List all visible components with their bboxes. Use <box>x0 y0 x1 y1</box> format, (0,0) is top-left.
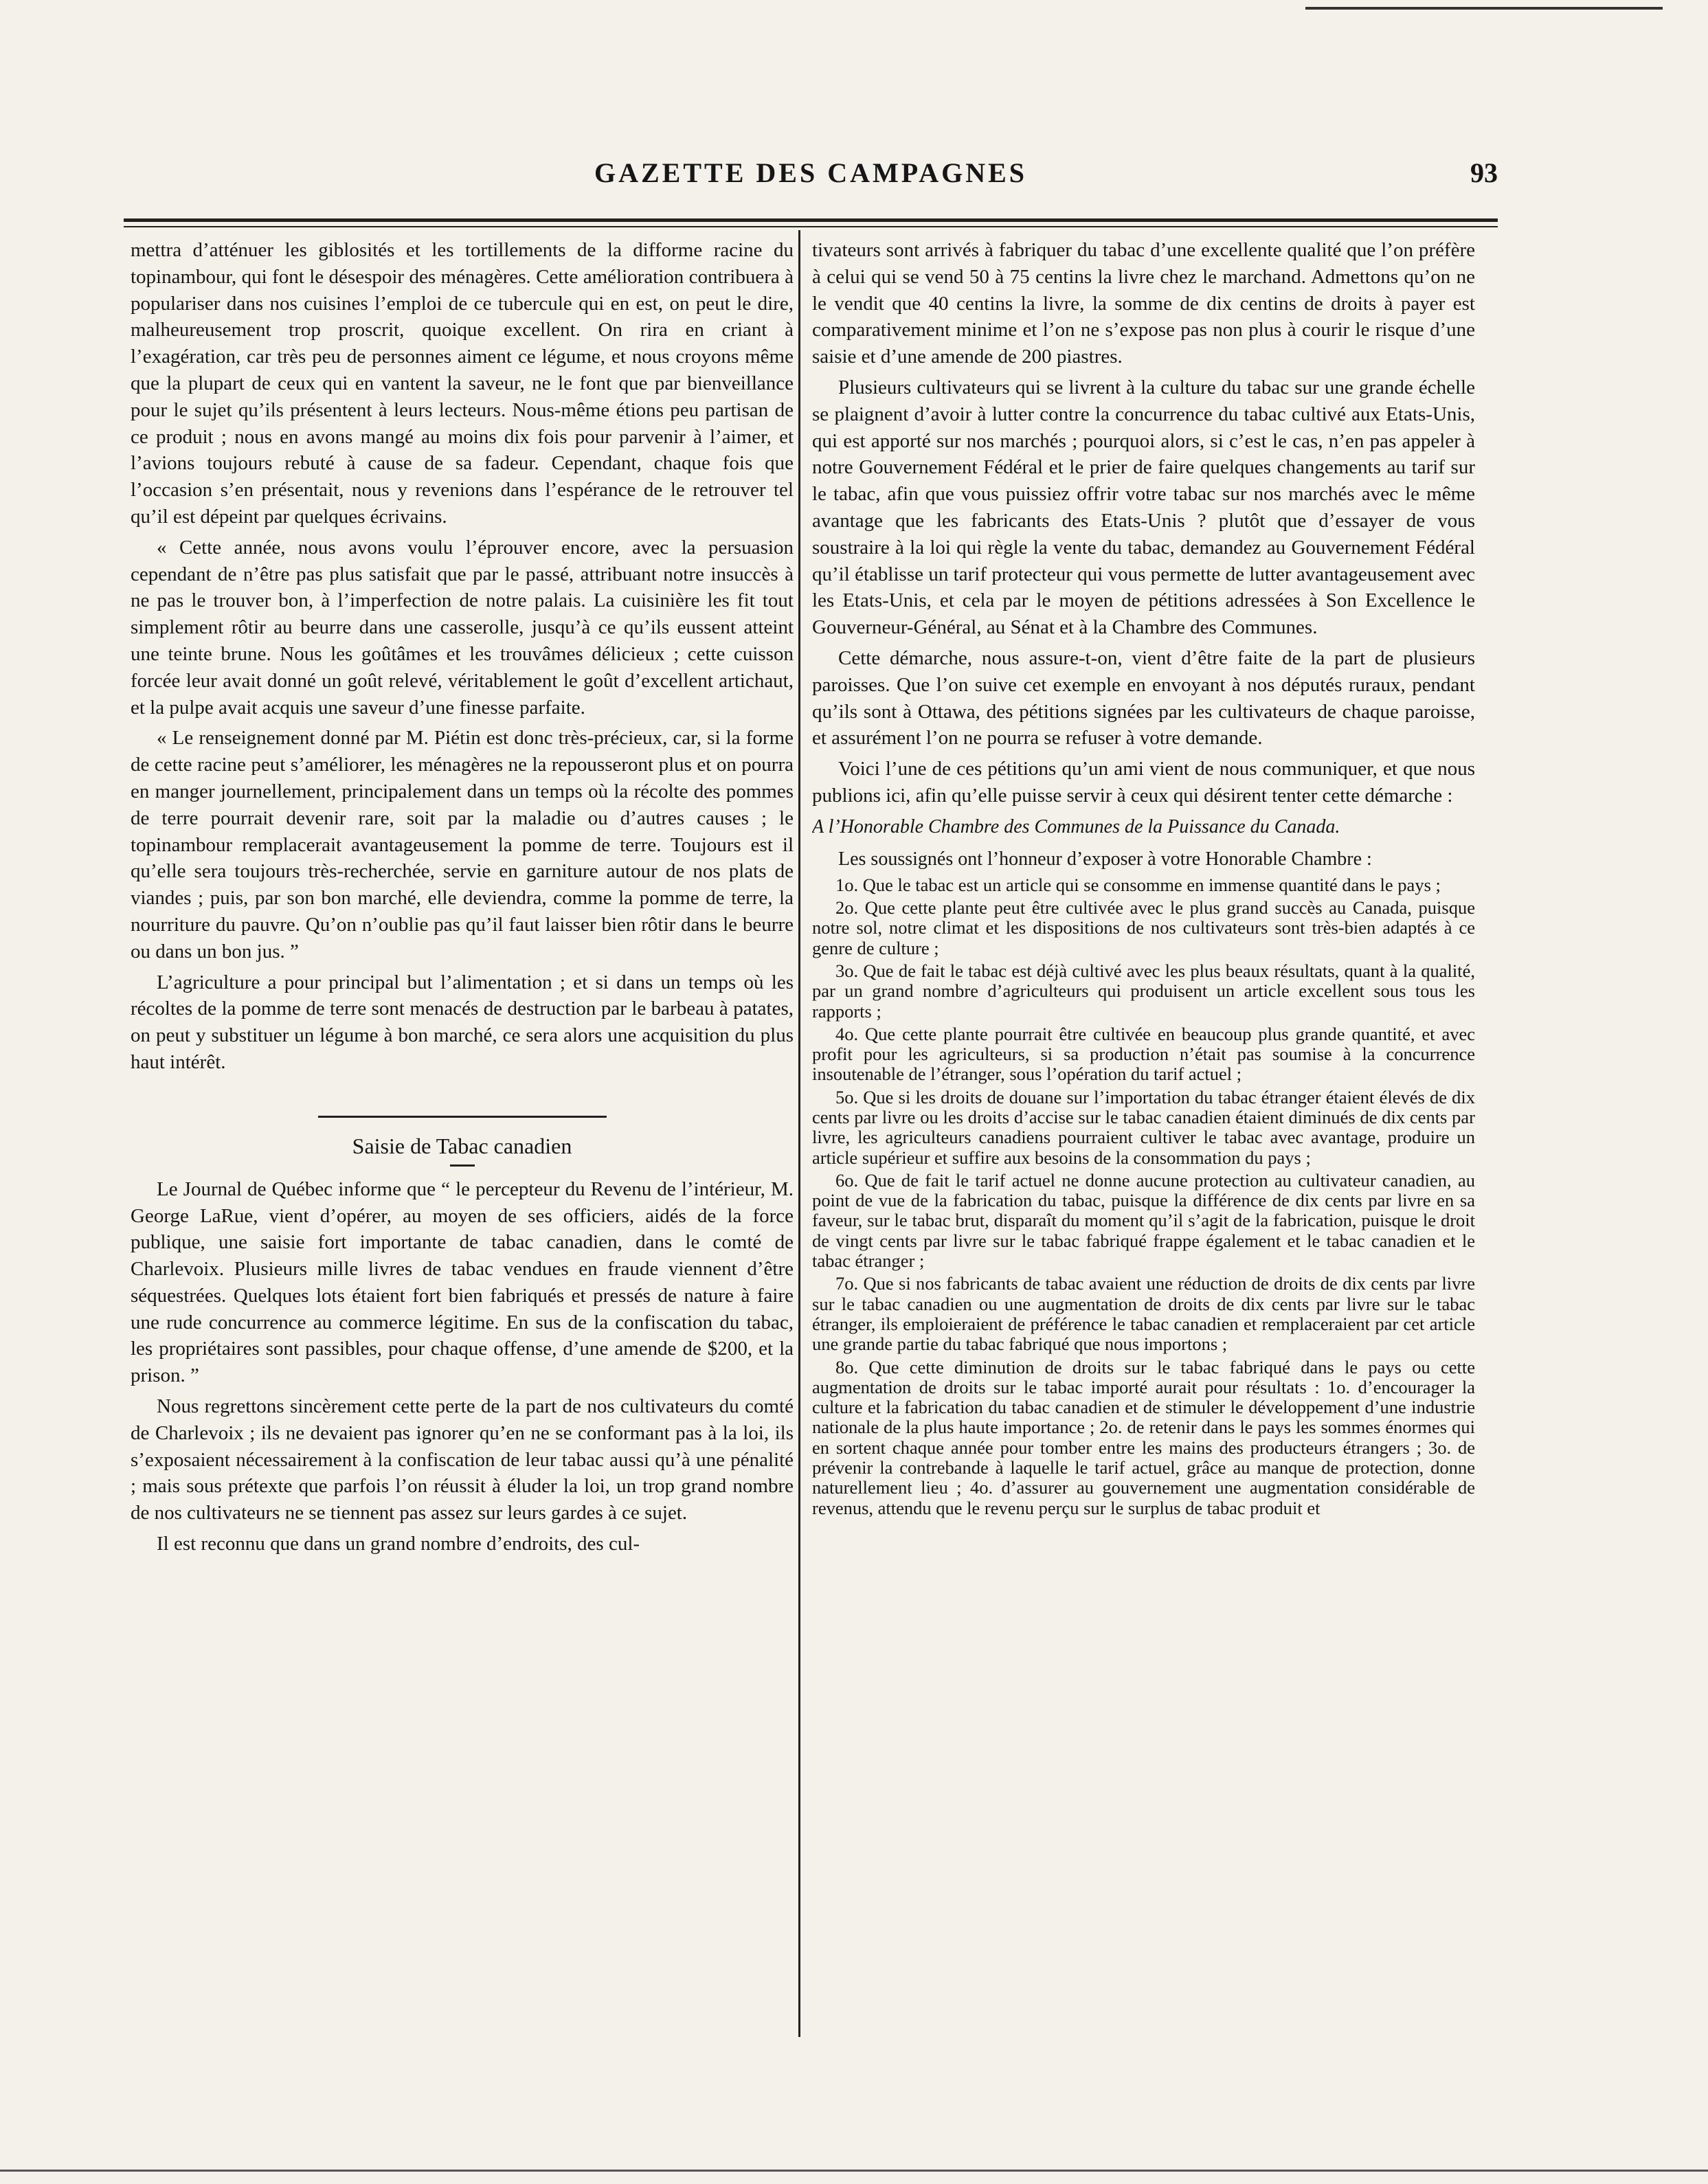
paragraph: Le Journal de Québec informe que “ le percepteur du Revenu de l’intérieur, M. George LaRue, vient d’opérer, au moyen de ses officiers, aidés de la force publique, une saisie fort importante de tabac canadien, dans le comté de Charlevoix. Plusieurs mille livres de tabac vendues en fraude viennent d’être séquestrées. Quelques lots étaient fort bien fabriqués et pressés de nature à faire une rude concurrence au commerce légitime. En sus de la confiscation du tabac, les propriétaires sont passibles, pour chaque offense, d’une amende de $200, et la prison. ” <box>131 1178 794 1387</box>
paragraph: Nous regrettons sincèrement cette perte de la part de nos cultivateurs du comté de Charlevoix ; ils ne devaient pas ignorer qu’en ne se conformant pas à la loi, ils s’exposaient nécessairement à la confiscation de leur tabac aussi qu’à une pénalité ; mais sous prétexte que parfois l’on réussit à éluder la loi, un trop grand nombre de nos cultivateurs ne se tiennent pas assez sur leurs gardes à ce sujet. <box>131 1395 794 1524</box>
petition-item: 4o. Que cette plante pourrait être cultivée en beaucoup plus grande quantité, et avec profit pour les agriculteurs, si sa production n’était pas soumise à la concurrence insoutenable de l’étranger, sous l’opération du tarif actuel ; <box>812 1023 1475 1085</box>
right-column <box>812 237 1475 1521</box>
petition-item: 3o. Que de fait le tabac est déjà cultivé avec les plus beaux résultats, quant à la qualité, par un grand nombre d’agriculteurs qui produisent un article excellent sous tous les rapports ; <box>812 960 1475 1022</box>
paragraph: « Le renseignement donné par M. Piétin est donc très-précieux, car, si la forme de cette racine peut s’améliorer, les ménagères ne la repousseront plus et on pourra en manger journellement, principalement dans un temps où la récolte des pommes de terre pourrait devenir rare, soit par la maladie ou d’autres causes ; le topinambour remplacerait avantageusement la pomme de terre. Toujours est il qu’elle sera toujours très-recherchée, servie en garniture autour de nos plats de viandes ; puis, par son bon marché, elle deviendra, comme la pomme de terre, la nourriture du pauvre. Qu’on n’oublie pas qu’il faut laisser bien rôtir dans le beurre ou dans un bon jus. ” <box>131 727 794 962</box>
running-title: GAZETTE DES CAMPAGNES <box>594 157 1027 188</box>
top-edge-rule <box>1305 7 1663 10</box>
paragraph: tivateurs sont arrivés à fabriquer du tabac d’une excellente qualité que l’on préfère à celui qui se vend 50 à 75 centins la livre chez le marchand. Admettons qu’on ne le vendit que 40 centins la livre, la somme de dix centins de droits à payer est comparativement minime et l’on ne s’expose pas non plus à courir le risque d’une saisie et d’une amende de 200 piastres. <box>812 239 1475 368</box>
section-title: Saisie de Tabac canadien <box>352 1133 572 1158</box>
petition-item: 6o. Que de fait le tarif actuel ne donne aucune protection au cultivateur canadien, au point de vue de la fabrication du tabac, puisque la différence de dix cents par livre en sa faveur, sur le tabac brut, disparaît du moment qu’il s’agit de la fabrication, puisque le droit de vingt cents par livre sur le tabac fabriqué frappe également et le tabac canadien et le tabac étranger ; <box>812 1169 1475 1272</box>
bottom-edge-rule <box>0 2170 1708 2172</box>
paragraph: « Cette année, nous avons voulu l’éprouver encore, avec la persuasion cependant de n’être pas plus satisfait que par le passé, attribuant notre insuccès à ne pas le trouver bon, à l’imperfection de notre palais. La cuisinière les fit tout simplement rôtir au beurre dans une casserolle, jusqu’à ce qu’ils eussent atteint une teinte brune. Nous les goûtâmes et les trouvâmes délicieux ; cette cuisson forcée leur avait donné un goût relevé, véritablement le goût d’excellent artichaut, et la pulpe avait acquis une saveur d’une finesse parfaite. <box>131 536 794 719</box>
paragraph: Voici l’une de ces pétitions qu’un ami vient de nous communiquer, et que nous publions ici, afin qu’elle puisse servir à ceux qui désirent tenter cette démarche : <box>812 758 1475 807</box>
paragraph: Il est reconnu que dans un grand nombre d’endroits, des cul- <box>157 1533 640 1555</box>
paragraph: Cette démarche, nous assure-t-on, vient d’être faite de la part de plusieurs paroisses. Que l’on suive cet exemple en envoyant à nos députés ruraux, pendant qu’ils sont à Ottawa, des pétitions signées par les cultivateurs de chaque paroisse, et assurément l’on ne pourra se refuser à votre demande. <box>812 646 1475 750</box>
petition-intro: Les soussignés ont l’honneur d’exposer à votre Honorable Chambre : <box>838 848 1372 870</box>
paragraph: mettra d’atténuer les giblosités et les tortillements de la difforme racine du topinambour, qui font le désespoir des ménagères. Cette amélioration contribuera à populariser dans nos cuisines l’emploi de ce tubercule qui en est, on peut le dire, malheureusement trop proscrit, quoique excellent. On rira en criant à l’exagération, car très peu de personnes aiment ce légume, et nous croyons même que la plupart de ceux qui en vantent la saveur, ne le font que par bienveillance pour le sujet qu’ils présentent à leurs lecteurs. Nous-même étions peu partisan de ce produit ; nous en avons mangé au moins dix fois pour parvenir à l’aimer, et l’avions toujours rebuté à cause de sa fadeur. Cependant, chaque fois que l’occasion s’en présentait, nous y revenions dans l’espérance de le retrouver tel qu’il est dépeint par quelques écrivains. <box>131 239 794 528</box>
section-title-dash <box>450 1164 475 1167</box>
header-double-rule <box>124 218 1498 227</box>
paragraph: Plusieurs cultivateurs qui se livrent à la culture du tabac sur une grande échelle se plaignent d’avoir à lutter contre la concurrence du tabac cultivé aux Etats-Unis, qui est apporté sur nos marchés ; pourquoi alors, si c’est le cas, n’en pas appeler à notre Gouvernement Fédéral et le prier de faire quelques changements au tarif sur le tabac, afin que vous puissiez offrir votre tabac sur nos marchés avec le même avantage que les fabricants des Etats-Unis ? plutôt que d’essayer de vous soustraire à la loi qui règle la vente du tabac, demandez au Gouvernement Fédéral qu’il établisse un tarif protecteur qui vous permette de lutter avantageusement avec les Etats-Unis, et cela par le moyen de pétitions adressées à Son Excellence le Gouverneur-Général, au Sénat et à la Chambre des Communes. <box>812 376 1475 639</box>
page-header <box>124 157 1498 198</box>
petition-item: 1o. Que le tabac est un article qui se consomme en immense quantité dans le pays ; <box>835 874 1441 895</box>
column-divider <box>798 230 800 2037</box>
section-divider-rule <box>318 1116 607 1118</box>
petition-item: 5o. Que si les droits de douane sur l’importation du tabac étranger étaient élevés de dix cents par livre ou les droits d’accise sur le tabac canadien étaient diminués de dix cents par livre, les agriculteurs canadiens pourraient cultiver le tabac avec avantage, produire un article supérieur et suffire aux besoins de la consommation du pays ; <box>812 1086 1475 1168</box>
paragraph: L’agriculture a pour principal but l’alimentation ; et si dans un temps où les récoltes de la pomme de terre sont menacés de destruction par le barbeau à patates, on peut y substituer un légume à bon marché, ce sera alors une acquisition du plus haut intérêt. <box>131 971 794 1073</box>
petition-item: 7o. Que si nos fabricants de tabac avaient une réduction de droits de dix cents par livre sur le tabac canadien ou une augmentation de droits de dix cents par livre sur le tabac étranger, ils emploieraient de préférence le tabac canadien et remplaceraient par cet article une grande partie du tabac fabriqué que nous importons ; <box>812 1273 1475 1355</box>
left-column <box>131 237 794 1562</box>
petition-address: A l’Honorable Chambre des Communes de la Puissance du Canada. <box>812 815 1340 837</box>
petition-item: 8o. Que cette diminution de droits sur le tabac fabriqué dans le pays ou cette augmentation de droits sur le tabac importé aurait pour résultats : 1o. d’encourager la culture et la fabrication du tabac canadien et de stimuler le développement d’une industrie nationale de la plus haute importance ; 2o. de retenir dans le pays les sommes énormes qui en sortent chaque année pour tomber entre les mains des producteurs étrangers ; 3o. de prévenir la contrebande à laquelle le tarif actuel, grâce au manque de protection, donne naturellement lieu ; 4o. d’assurer au gouvernement une augmentation considérable de revenus, attendu que le revenu perçu sur le surplus de tabac produit et <box>812 1356 1475 1518</box>
page-number: 93 <box>1470 157 1498 188</box>
petition-item: 2o. Que cette plante peut être cultivée avec le plus grand succès au Canada, puisque notre sol, notre climat et les dispositions de nos cultivateurs sont très-bien adaptés à ce genre de culture ; <box>812 897 1475 958</box>
